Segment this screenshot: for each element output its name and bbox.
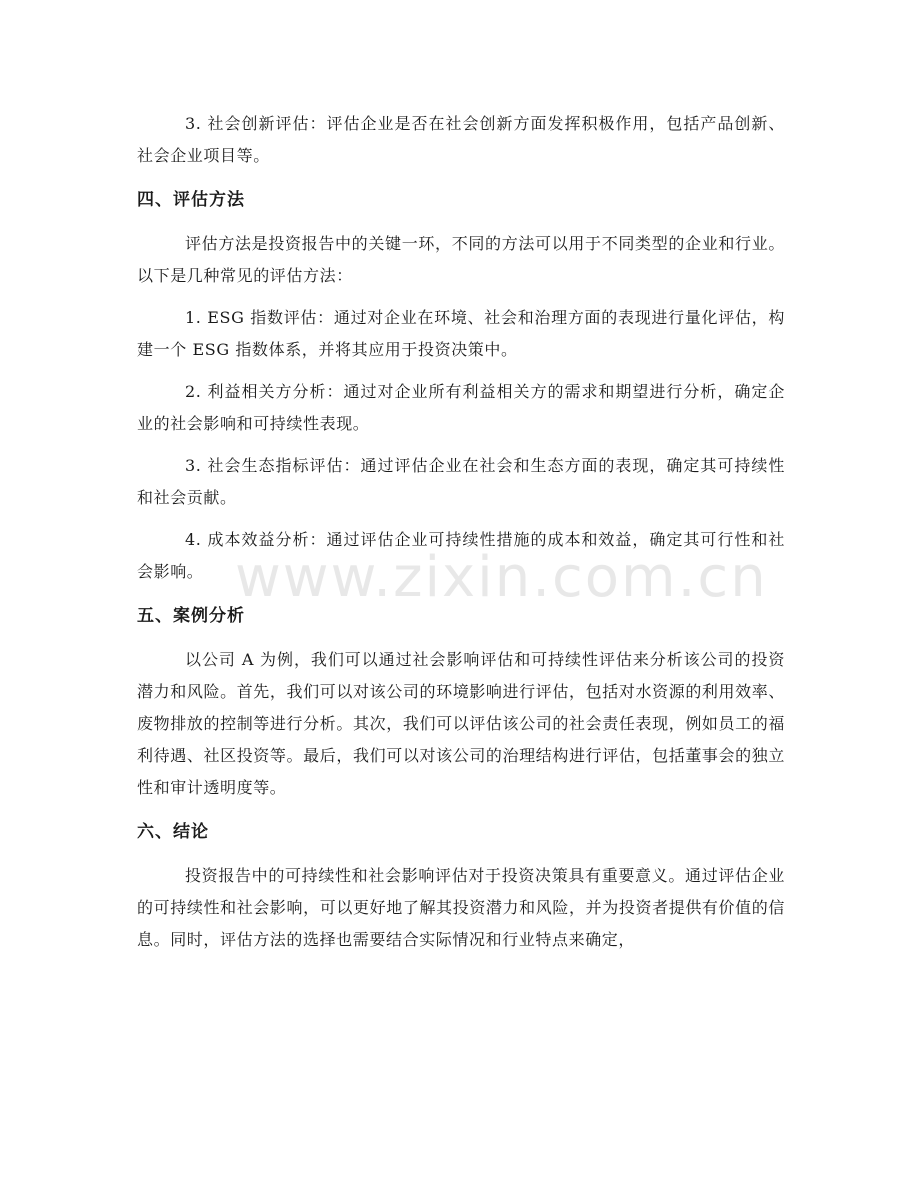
document-body — [137, 108, 785, 956]
paragraph-esg-index: 1. ESG 指数评估：通过对企业在环境、社会和治理方面的表现进行量化评估，构建一个 ESG 指数体系，并将其应用于投资决策中。 — [137, 308, 785, 359]
paragraph-eco-indicators: 3. 社会生态指标评估：通过评估企业在社会和生态方面的表现，确定其可持续性和社会贡献。 — [137, 456, 785, 507]
paragraph-stakeholder-analysis: 2. 利益相关方分析：通过对企业所有利益相关方的需求和期望进行分析，确定企业的社会影响和可持续性表现。 — [137, 382, 785, 433]
paragraph-methods-intro: 评估方法是投资报告中的关键一环，不同的方法可以用于不同类型的企业和行业。以下是几种常见的评估方法： — [137, 234, 785, 285]
heading-evaluation-methods: 四、评估方法 — [137, 190, 245, 210]
paragraph-social-innovation: 3. 社会创新评估：评估企业是否在社会创新方面发挥积极作用，包括产品创新、社会企业项目等。 — [137, 114, 785, 165]
paragraph-case-study: 以公司 A 为例，我们可以通过社会影响评估和可持续性评估来分析该公司的投资潜力和风险。首先，我们可以对该公司的环境影响进行评估，包括对水资源的利用效率、废物排放的控制等进行分析。其次，我们可以评估该公司的社会责任表现，例如员工的福利待遇、社区投资等。最后，我们可以对该公司的治理结构进行评估，包括董事会的独立性和审计透明度等。 — [137, 650, 785, 797]
heading-conclusion: 六、结论 — [137, 822, 209, 842]
heading-case-study: 五、案例分析 — [137, 606, 245, 626]
paragraph-conclusion: 投资报告中的可持续性和社会影响评估对于投资决策具有重要意义。通过评估企业的可持续性和社会影响，可以更好地了解其投资潜力和风险，并为投资者提供有价值的信息。同时，评估方法的选择也需要结合实际情况和行业特点来确定， — [137, 866, 785, 949]
paragraph-cost-benefit: 4. 成本效益分析：通过评估企业可持续性措施的成本和效益，确定其可行性和社会影响。 — [137, 530, 785, 581]
watermark: www.zixin.com.cn — [235, 545, 768, 610]
